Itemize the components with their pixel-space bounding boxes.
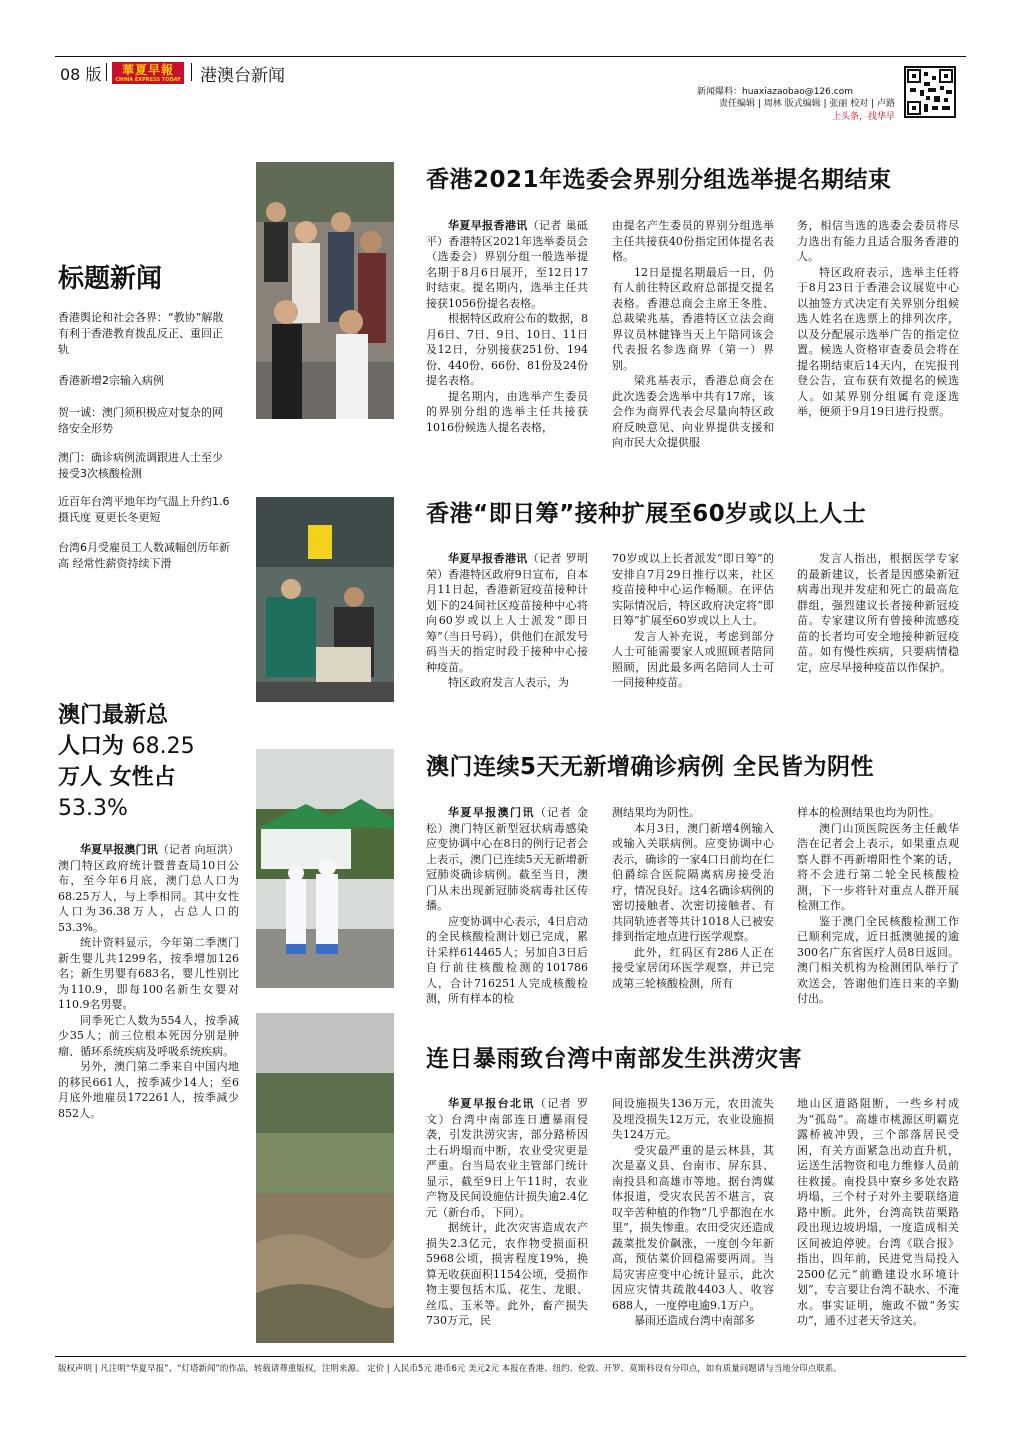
article-column: 华夏早报澳门讯（记者 金松）澳门特区新型冠状病毒感染应变协调中心在8日的例行记者会上表示，澳门已连续5天无新增新冠肺炎确诊病例。截至当日，澳门从未出现新冠肺炎病毒社区传播。 应变协调中心表示，4日启动的全民核酸检测计划已完成，累计采样614465人；另加自3日后自行前往核酸检测的101786人，合计716251人完成核酸检测，所有样本的检 — [426, 806, 589, 1005]
article-column: 发言人指出，根据医学专家的最新建议，长者是因感染新冠病毒出现并发症和死亡的最高危群组，强烈建议长者接种新冠疫苗。专家建议所有曾接种流感疫苗的长者均可安全地接种新冠疫苗。如有慢性疾病，只要病情稳定，应尽早接种疫苗以作保护。 — [797, 552, 959, 674]
section-title: 港澳台新闻 — [200, 66, 285, 86]
article-column: 华夏早报香港讯（记者 巢砥平）香港特区2021年选举委员会（选委会）界别分组一般选举提名期于8月6日展开，至12日17时结束。提名期内，选举主任共接获1056份提名表格。 根据特区政府公布的数据，8月6日、7日、9日、10日、11日及12日，分别接获251份、194份、440份、66份、81份及24份提名表格。 提名期内，由选举产生委员的界别分组的选举主任共接获1016份候选人提名表格， — [426, 219, 588, 434]
macau-title-line: 万人 女性占 — [58, 765, 176, 790]
sidebar-title: 标题新闻 — [58, 264, 163, 294]
photo-vaccination-centre — [256, 497, 394, 702]
editor-credits: 责任编辑 | 周林 版式编辑 | 张丽 校对 | 卢路 — [719, 99, 895, 109]
contact-line: 新闻爆料：huaxiazaobao@126.com — [696, 87, 853, 97]
article-title: 香港2021年选委会界别分组选举提名期结束 — [426, 167, 892, 193]
footer-rule — [55, 1356, 966, 1357]
article-column: 间设施损失136万元，农田流失及埋没损失12万元，农业设施损失124万元。 受灾最严重的是云林县，其次是嘉义县、台南市、屏东县、南投县和高雄市等地。据台湾媒体报道，受灾农民苦不堪言，哀叹辛苦种植的作物“几乎都泡在水里”，损失惨重。农田受灾还造成蔬菜批发价飙涨，一度创今年新高，预估菜价回稳需要两周。当局灾害应变中心统计显示，此次因应灾情共疏散4403人、收容688人，一度停电逾9.1万户。 暴雨还造成台湾中南部多 — [612, 1097, 774, 1327]
brief-link[interactable]: 香港舆论和社会各界：“教协”解散有利于香港教育拨乱反正、重回正轨 — [58, 311, 224, 356]
article-column: 测结果均为阴性。 本月3日，澳门新增4例输入或输入关联病例。应变协调中心表示，确诊的一家4口日前均在仁伯爵综合医院隔离病房接受治疗，情况良好。这4名确诊病例的密切接触者、次密切接触者、有共同轨迹者等共计1018人已被安排到指定地点进行医学观察。 此外，红码区有286人正在接受家居闭环医学观察，并已完成第三轮核酸检测，所有 — [612, 806, 774, 990]
header-divider — [106, 63, 107, 81]
photo-flooded-fields — [256, 1013, 394, 1343]
macau-title-line: 人口为 68.25 — [58, 734, 195, 759]
paragraph: 统计资料显示，今年第二季澳门新生婴儿共1299名，按季增加126名；新生男婴有683名，婴儿性别比为110.9，即每100名新生女婴对110.9名男婴。 — [58, 936, 239, 1011]
byline: 华夏早报澳门讯 — [80, 843, 158, 856]
brief-link[interactable]: 近百年台湾平地年均气温上升约1.6摄氏度 夏更长冬更短 — [58, 495, 230, 524]
brief-link[interactable]: 香港新增2宗输入病例 — [58, 374, 164, 387]
macau-story-body: 华夏早报澳门讯（记者 向垣洪）澳门特区政府统计暨普查局10日公布，至今年6月底，澳门总人口为68.25万人，与上季相同。其中女性人口为36.38万人，占总人口的53.3%。 统计资料显示，今年第二季澳门新生婴儿共1299名，按季增加126名；新生男婴有683名，婴儿性别比为110.9，即每100名新生女婴对110.9名男婴。 同季死亡人数为554人，按季减少35人；前三位根本死因分别是肿瘤、循环系统疾病及呼吸系统疾病。 另外，澳门第二季来自中国内地的移民661人，按季减少14人；至6月底外地雇员172261人，按季减少852人。 — [58, 843, 239, 1120]
brief-link[interactable]: 台湾6月受雇员工人数减幅创历年新高 经常性薪资持续下滑 — [58, 541, 230, 570]
article-column: 华夏早报香港讯（记者 罗明荣）香港特区政府9日宣布，自本月11日起，香港新冠疫苗接种计划下的24间社区疫苗接种中心将向60岁或以上人士派发“即日筹”（当日号码），供他们在派发号码当天的指定时段于接种中心接种疫苗。 特区政府发言人表示，为 — [426, 552, 588, 689]
newspaper-logo — [112, 62, 184, 84]
article-column: 华夏早报台北讯（记者 罗文）台湾中南部连日遭暴雨侵袭，引发洪涝灾害，部分路桥因土石坍塌而中断，农业受灾更是严重。台当局农业主管部门统计显示，截至9日上午11时，农业产物及民间设施估计损失逾2.4亿元（新台币，下同）。 据统计，此次灾害造成农产损失2.3亿元，农作物受损面积5968公顷，损害程度19%，换算无收获面积1154公顷，受损作物主要包括木瓜、花生、龙眼、丝瓜、玉米等。此外，畜产损失730万元，民 — [426, 1097, 589, 1327]
paragraph: 另外，澳门第二季来自中国内地的移民661人，按季减少14人；至6月底外地雇员172261人，按季减少852人。 — [58, 1060, 239, 1120]
macau-title-line: 澳门最新总 — [58, 703, 169, 728]
brief-link[interactable]: 贺一诚：澳门须积极应对复杂的网络安全形势 — [58, 406, 223, 435]
article-column: 70岁或以上长者派发“即日筹”的安排自7月29日推行以来，社区疫苗接种中心运作畅顺。在评估实际情况后，特区政府决定将“即日筹”扩展至60岁或以上人士。 发言人补充说，考虑到部分人士可能需要家人或照顾者陪同照顾，因此最多两名陪同人士可一同接种疫苗。 — [612, 552, 774, 689]
macau-story-title — [58, 700, 238, 824]
page-number: 08 版 — [60, 65, 102, 84]
photo-testing-tents — [256, 749, 394, 988]
brief-link[interactable]: 澳门：确诊病例流调跟进人士至少接受3次核酸检测 — [58, 451, 223, 480]
header-divider — [191, 63, 192, 81]
article-column: 样本的检测结果也均为阴性。 澳门山顶医院医务主任戴华浩在记者会上表示，如果重点观察人群不再新增阳性个案的话，将不会进行第二轮全民核酸检测，下一步将针对重点人群开展检测工作。 鉴于澳门全民核酸检测工作已顺利完成，近日抵澳驰援的逾300名广东省医疗人员8日返回。澳门相关机构为检测团队举行了欢送会，答谢他们连日来的辛勤付出。 — [797, 806, 959, 1005]
qr-code-icon — [904, 66, 956, 118]
header-rule — [55, 56, 966, 57]
photo-crowd-street — [256, 162, 394, 419]
article-column: 地山区道路阻断，一些乡村成为“孤岛”。高雄市桃源区明霸克露桥被冲毁，三个部落居民受困，有关方面紧急出动直升机，运送生活物资和电力维修人员前往救援。南投县中寮乡多处农路坍塌，三个村子对外主要联络道路中断。此外，台湾高铁苗栗路段出现边坡坍塌，一度造成相关区间被迫停驶。台湾《联合报》指出，四年前，民进党当局投入2500亿元“前瞻建设水环境计划”，专言要让台湾不缺水、不淹水。事实证明，施政不做“务实功”，通不过老天爷这关。 — [797, 1097, 959, 1327]
footer-notice: 版权声明 | 凡注明“华夏早报”、“灯塔新闻”的作品，转载请尊重版权，注明来源。 定价 | 人民币5元 港币6元 美元2元 本报在香港、纽约、伦敦、开罗、莫斯科设有分印点，如有质量问题请与当地分印点联系。 — [58, 1364, 842, 1374]
paragraph: 同季死亡人数为554人，按季减少35人；前三位根本死因分别是肿瘤、循环系统疾病及呼吸系统疾病。 — [58, 1013, 239, 1058]
article-title: 连日暴雨致台湾中南部发生洪涝灾害 — [426, 1046, 802, 1072]
slogan: 上头条，找华早 — [831, 112, 895, 122]
macau-title-line: 53.3% — [58, 796, 128, 821]
logo-text: 華夏早報 — [121, 63, 174, 77]
article-title: 澳门连续5天无新增确诊病例 全民皆为阴性 — [426, 754, 875, 780]
article-title: 香港“即日筹”接种扩展至60岁或以上人士 — [426, 501, 867, 527]
article-column: 务，相信当选的选委会委员将尽力选出有能力且适合服务香港的人。 特区政府表示，选举主任将于8月23日于香港会议展览中心以抽签方式决定有关界别分组候选人姓名在选票上的排列次序，以及分配展示选举广告的指定位置。候选人资格审查委员会将在提名期结束后14天内，在宪报刊登公告，宣布获有效提名的候选人。如某界别分组属有竞逐选举，便须于9月19日进行投票。 — [797, 219, 959, 418]
article-column: 由提名产生委员的界别分组选举主任共接获40份指定团体提名表格。 12日是提名期最后一日，仍有人前往特区政府总部提交提名表格。香港总商会主席王冬胜、总裁梁兆基，香港特区立法会商界议员林健锋当天上午陪同该会代表报名参选商界（第一）界别。 梁兆基表示，香港总商会在此次选委会选举中共有17席，该会作为商界代表会尽量向特区政府反映意见、向业界提供支援和向市民大众提供服 — [612, 219, 774, 449]
logo-subtext: CHINA EXPRESS TODAY — [115, 77, 181, 83]
